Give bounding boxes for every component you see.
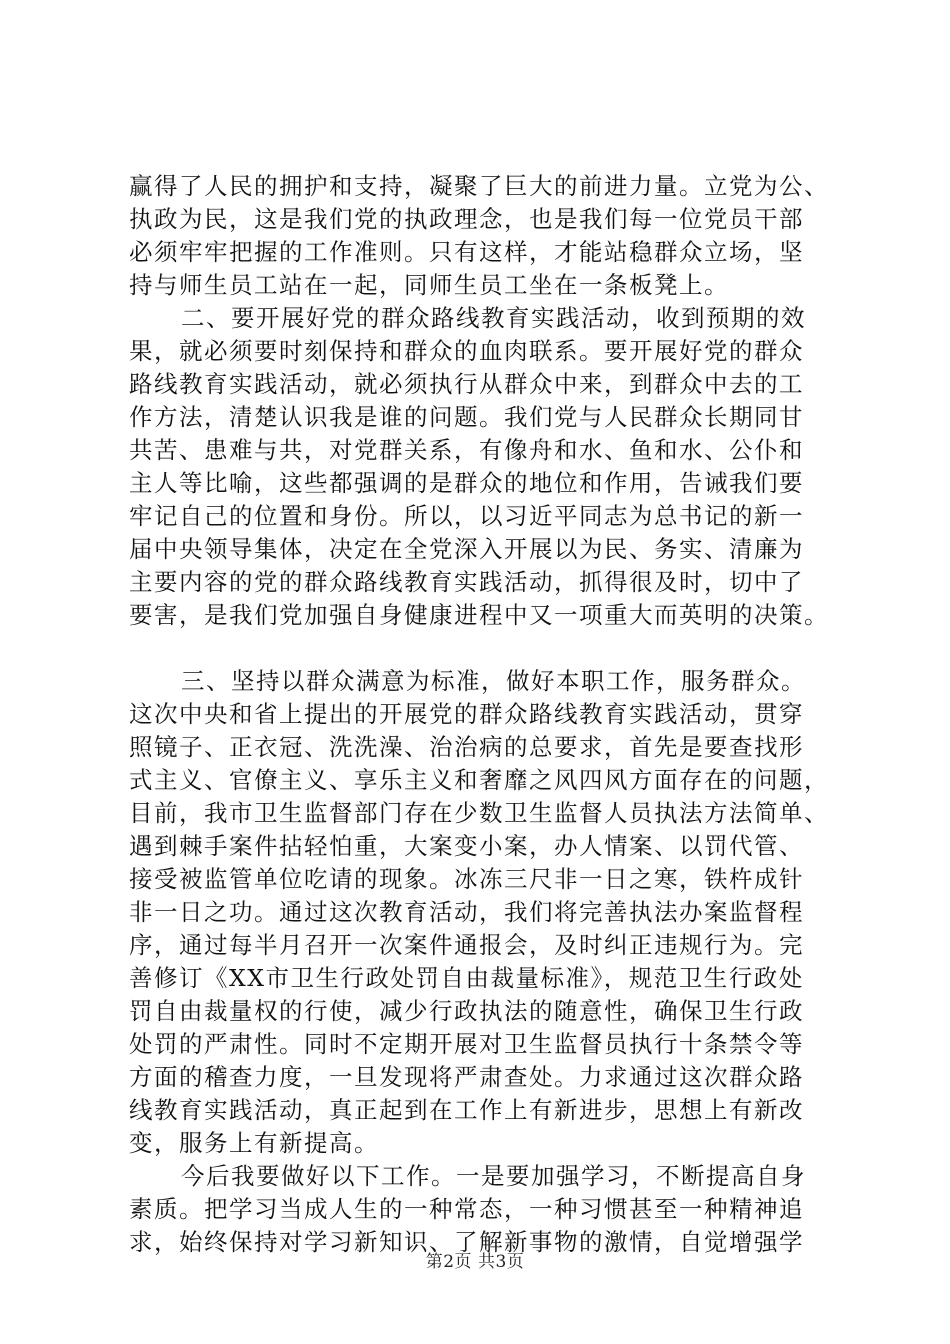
text-line: 方面的稽查力度，一旦发现将严肃查处。力求通过这次群众路 xyxy=(129,1063,804,1091)
text-line: 序，通过每半月召开一次案件通报会，及时纠正违规行为。完 xyxy=(129,931,804,959)
text-line: 果，就必须要时刻保持和群众的血肉联系。要开展好党的群众 xyxy=(129,337,804,365)
text-line: 必须牢牢把握的工作准则。只有这样，才能站稳群众立场，坚 xyxy=(129,238,804,266)
text-line: 执政为民，这是我们党的执政理念，也是我们每一位党员干部 xyxy=(129,205,804,233)
text-line: 素质。把学习当成人生的一种常态，一种习惯甚至一种精神追 xyxy=(129,1195,804,1223)
text-line: 变，服务上有新提高。 xyxy=(129,1129,379,1157)
text-line: 三、坚持以群众满意为标准，做好本职工作，服务群众。 xyxy=(181,667,806,695)
text-line: 持与师生员工站在一起，同师生员工坐在一条板凳上。 xyxy=(129,271,729,299)
paragraph-gap xyxy=(129,632,829,665)
document-body xyxy=(129,170,829,1259)
text-line: 今后我要做好以下工作。一是要加强学习，不断提高自身 xyxy=(181,1162,806,1190)
paragraph xyxy=(129,665,829,1160)
text-line: 罚自由裁量权的行使，减少行政执法的随意性，确保卫生行政 xyxy=(129,997,804,1025)
text-line: 接受被监管单位吃请的现象。冰冻三尺非一日之寒，铁杵成针 xyxy=(129,865,804,893)
text-line: 求，始终保持对学习新知识、了解新事物的激情，自觉增强学 xyxy=(129,1228,804,1256)
text-line: 牢记自己的位置和身份。所以，以习近平同志为总书记的新一 xyxy=(129,502,804,530)
paragraph xyxy=(129,170,829,302)
text-line: 路线教育实践活动，就必须执行从群众中来，到群众中去的工 xyxy=(129,370,804,398)
text-line: 善修订《XX市卫生行政处罚自由裁量标准》，规范卫生行政处 xyxy=(129,964,804,992)
text-line: 赢得了人民的拥护和支持，凝聚了巨大的前进力量。立党为公、 xyxy=(129,172,829,200)
paragraph xyxy=(129,1160,829,1259)
text-line: 届中央领导集体，决定在全党深入开展以为民、务实、清廉为 xyxy=(129,535,804,563)
text-line: 目前，我市卫生监督部门存在少数卫生监督人员执法方法简单、 xyxy=(129,799,829,827)
text-line: 这次中央和省上提出的开展党的群众路线教育实践活动，贯穿 xyxy=(129,700,804,728)
text-line: 非一日之功。通过这次教育活动，我们将完善执法办案监督程 xyxy=(129,898,804,926)
paragraph xyxy=(129,302,829,632)
text-line: 二、要开展好党的群众路线教育实践活动，收到预期的效 xyxy=(181,304,806,332)
text-line: 处罚的严肃性。同时不定期开展对卫生监督员执行十条禁令等 xyxy=(129,1030,804,1058)
page-footer: 第2页 共3页 xyxy=(425,1252,525,1272)
text-line: 式主义、官僚主义、享乐主义和奢靡之风四风方面存在的问题， xyxy=(129,766,829,794)
text-line: 共苦、患难与共，对党群关系，有像舟和水、鱼和水、公仆和 xyxy=(129,436,804,464)
text-line: 要害，是我们党加强自身健康进程中又一项重大而英明的决策。 xyxy=(129,601,829,629)
text-line: 主人等比喻，这些都强调的是群众的地位和作用，告诫我们要 xyxy=(129,469,804,497)
text-line: 遇到棘手案件拈轻怕重，大案变小案，办人情案、以罚代管、 xyxy=(129,832,804,860)
text-line: 照镜子、正衣冠、洗洗澡、治治病的总要求，首先是要查找形 xyxy=(129,733,804,761)
text-line: 作方法，清楚认识我是谁的问题。我们党与人民群众长期同甘 xyxy=(129,403,804,431)
text-line: 主要内容的党的群众路线教育实践活动，抓得很及时，切中了 xyxy=(129,568,804,596)
text-line: 线教育实践活动，真正起到在工作上有新进步，思想上有新改 xyxy=(129,1096,804,1124)
